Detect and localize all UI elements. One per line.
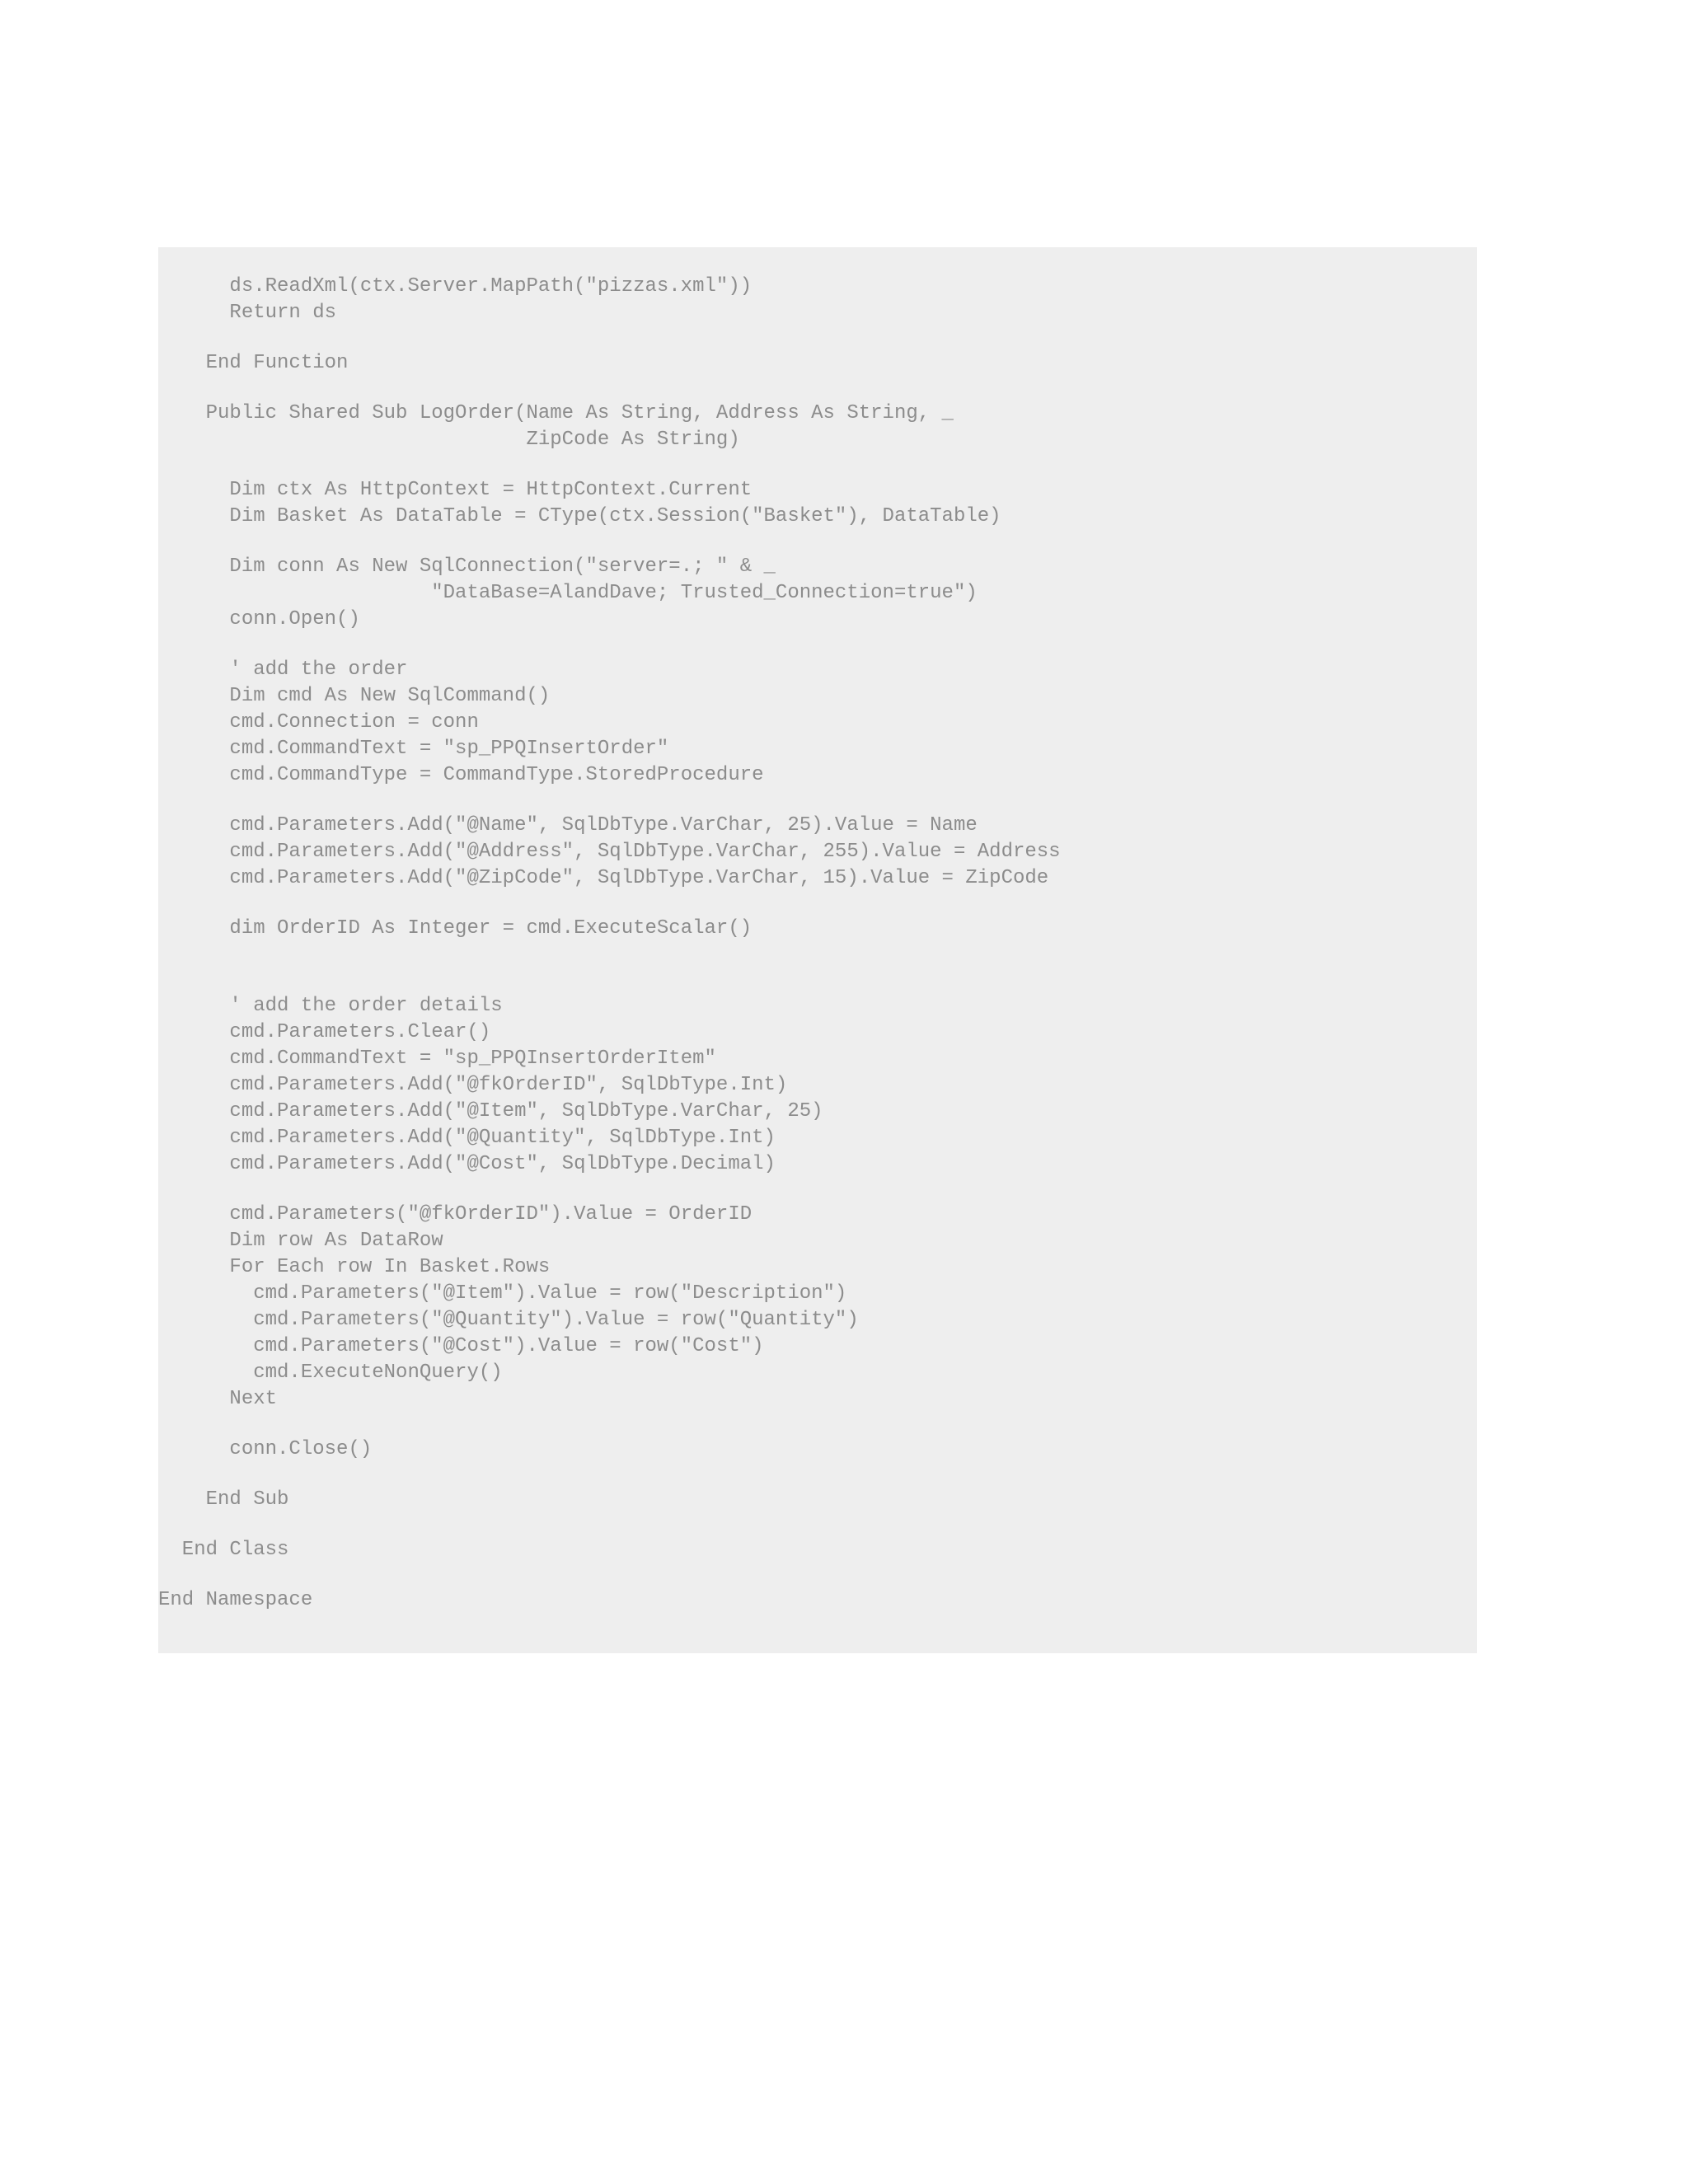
code-line: Next — [158, 1388, 278, 1410]
code-line: End Sub — [158, 1488, 289, 1511]
code-line — [158, 892, 1061, 916]
code-line — [158, 530, 1061, 554]
code-line: cmd.Parameters.Add("@Cost", SqlDbType.Decimal) — [158, 1153, 776, 1175]
code-line: cmd.CommandType = CommandType.StoredProcedure — [158, 764, 764, 786]
code-line: Return ds — [158, 302, 337, 324]
code-line: Dim ctx As HttpContext = HttpContext.Current — [158, 479, 753, 501]
code-line: Public Shared Sub LogOrder(Name As String, Address As String, _ — [158, 402, 954, 424]
code-line — [158, 1563, 1061, 1587]
code-line: End Class — [158, 1539, 289, 1561]
code-line: cmd.CommandText = "sp_PPQInsertOrder" — [158, 738, 669, 760]
code-line: cmd.ExecuteNonQuery() — [158, 1361, 503, 1384]
code-line — [158, 326, 1061, 350]
code-line: cmd.CommandText = "sp_PPQInsertOrderItem" — [158, 1047, 716, 1070]
code-line — [158, 789, 1061, 813]
code-line: ZipCode As String) — [158, 429, 740, 451]
code-line — [158, 1463, 1061, 1487]
code-line: cmd.Parameters.Add("@Name", SqlDbType.VarChar, 25).Value = Name — [158, 814, 978, 837]
code-line — [158, 942, 1061, 993]
code-line: conn.Close() — [158, 1438, 373, 1460]
code-line: Dim cmd As New SqlCommand() — [158, 685, 551, 707]
code-line — [158, 1178, 1061, 1202]
code-line — [158, 633, 1061, 657]
code-line: For Each row In Basket.Rows — [158, 1256, 551, 1278]
code-line: "DataBase=AlandDave; Trusted_Connection=true") — [158, 582, 978, 604]
code-line: cmd.Parameters("@Quantity").Value = row("Quantity") — [158, 1309, 859, 1331]
code-line: cmd.Parameters.Add("@ZipCode", SqlDbType.VarChar, 15).Value = ZipCode — [158, 867, 1049, 889]
code-line: ds.ReadXml(ctx.Server.MapPath("pizzas.xml")) — [158, 275, 753, 298]
code-line: cmd.Parameters("@Cost").Value = row("Cost") — [158, 1335, 764, 1357]
code-line: ' add the order — [158, 658, 408, 681]
code-line: cmd.Parameters.Clear() — [158, 1021, 491, 1043]
code-line: dim OrderID As Integer = cmd.ExecuteScalar() — [158, 917, 753, 940]
code-line: cmd.Parameters.Add("@Item", SqlDbType.VarChar, 25) — [158, 1100, 823, 1122]
code-line: cmd.Parameters("@fkOrderID").Value = OrderID — [158, 1203, 753, 1226]
code-line: End Function — [158, 352, 349, 374]
code-line: cmd.Parameters.Add("@Quantity", SqlDbType.Int) — [158, 1127, 776, 1149]
code-line — [158, 1513, 1061, 1537]
code-line: ' add the order details — [158, 995, 503, 1017]
code-line: Dim Basket As DataTable = CType(ctx.Session("Basket"), DataTable) — [158, 505, 1001, 527]
code-line: cmd.Connection = conn — [158, 711, 479, 733]
code-listing — [158, 274, 1061, 1614]
code-line — [158, 377, 1061, 401]
code-line: cmd.Parameters.Add("@Address", SqlDbType.VarChar, 255).Value = Address — [158, 841, 1061, 863]
code-line — [158, 453, 1061, 477]
code-line: conn.Open() — [158, 608, 360, 630]
code-line: cmd.Parameters("@Item").Value = row("Description") — [158, 1282, 847, 1305]
code-line — [158, 1413, 1061, 1436]
code-line: cmd.Parameters.Add("@fkOrderID", SqlDbType.Int) — [158, 1074, 788, 1096]
code-line: End Namespace — [158, 1589, 313, 1611]
code-line: Dim conn As New SqlConnection("server=.; " & _ — [158, 555, 776, 578]
code-line: Dim row As DataRow — [158, 1230, 443, 1252]
